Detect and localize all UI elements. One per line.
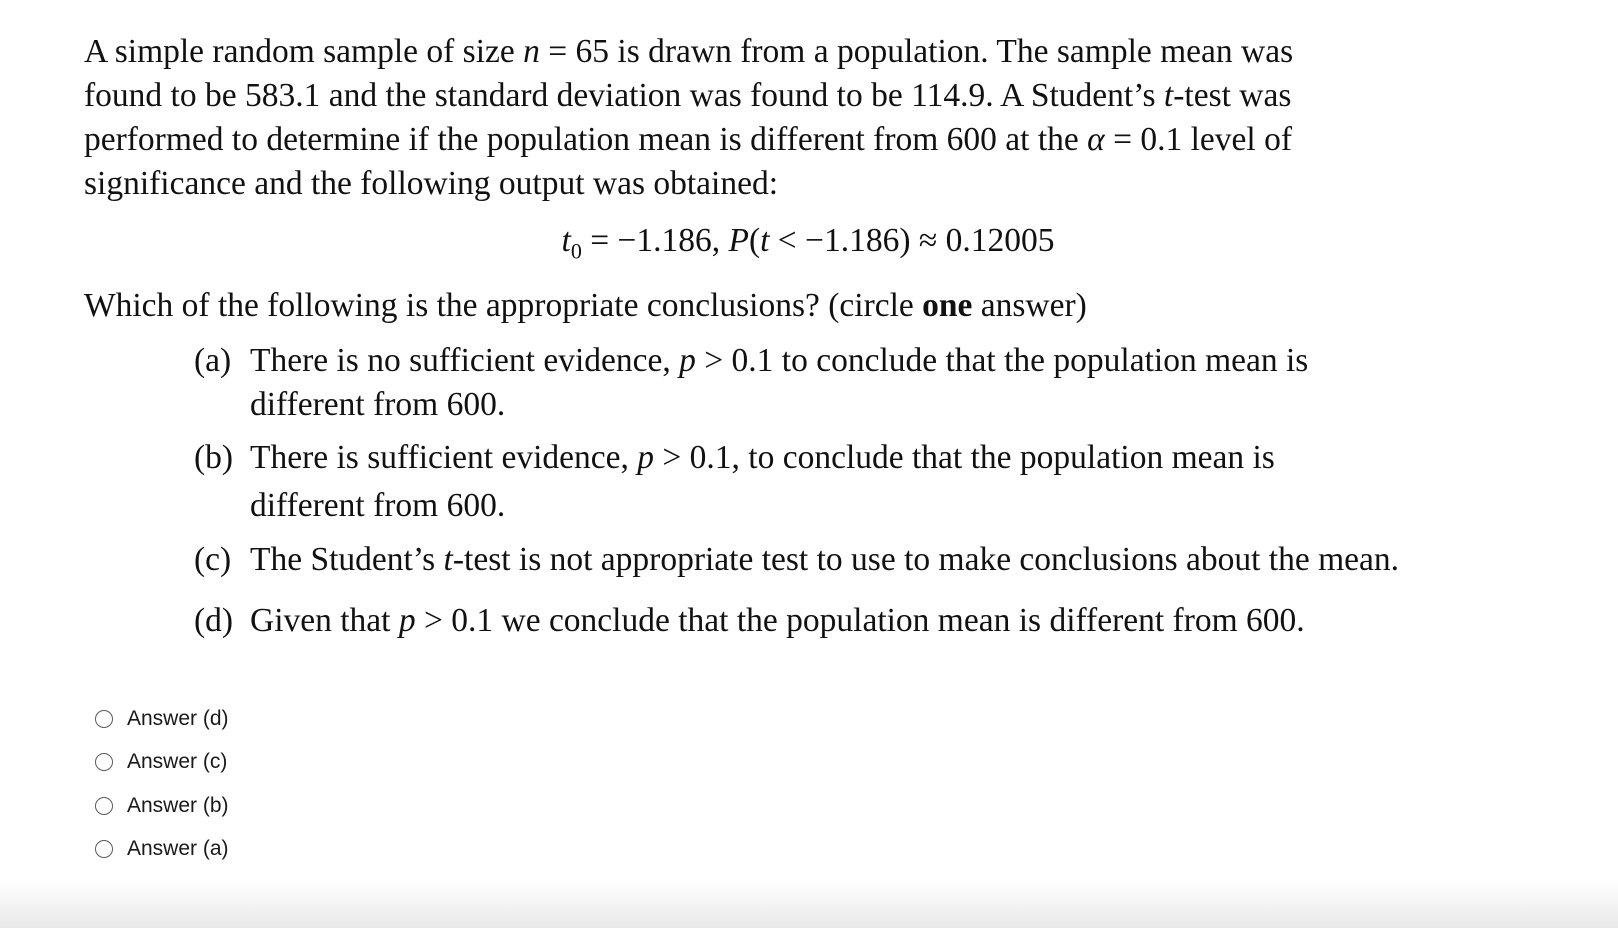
question-line-1: A simple random sample of size n = 65 is drawn from a population. The sample mean was [84, 33, 1294, 70]
answer-choice-b[interactable]: Answer (b) [95, 791, 395, 821]
answer-choice-a[interactable]: Answer (a) [95, 834, 395, 864]
radio-button[interactable] [95, 710, 113, 728]
question-text [84, 30, 1534, 206]
question-line-3: performed to determine if the population mean is different from 600 at the α = 0.1 level of [84, 121, 1293, 158]
test-output-formula: $t_0 = -1.186$, P(t < −1.186) ≈ 0.12005 [561, 222, 1055, 264]
answer-choice-c[interactable]: Answer (c) [95, 747, 395, 777]
radio-button[interactable] [95, 753, 113, 771]
answer-choice-d[interactable]: Answer (d) [95, 704, 395, 734]
bottom-shadow [0, 880, 1618, 928]
question-line-2: found to be 583.1 and the standard deviation was found to be 114.9. A Student’s t-test was [84, 77, 1292, 114]
radio-button[interactable] [95, 797, 113, 815]
option-b: (b) There is sufficient evidence, p > 0.1, to conclude that the population mean is different from 600. [194, 439, 1275, 524]
question-line-4: significance and the following output was obtained: [84, 165, 779, 202]
option-c: (c) The Student’s t-test is not appropriate test to use to make conclusions about the mean. [194, 541, 1400, 578]
option-d: (d) Given that p > 0.1 we conclude that the population mean is different from 600. [194, 602, 1305, 639]
question-prompt: Which of the following is the appropriate conclusions? (circle one answer) [84, 287, 1087, 324]
radio-button[interactable] [95, 840, 113, 858]
option-a: (a) There is no sufficient evidence, p > 0.1 to conclude that the population mean is different from 600. [194, 342, 1309, 423]
